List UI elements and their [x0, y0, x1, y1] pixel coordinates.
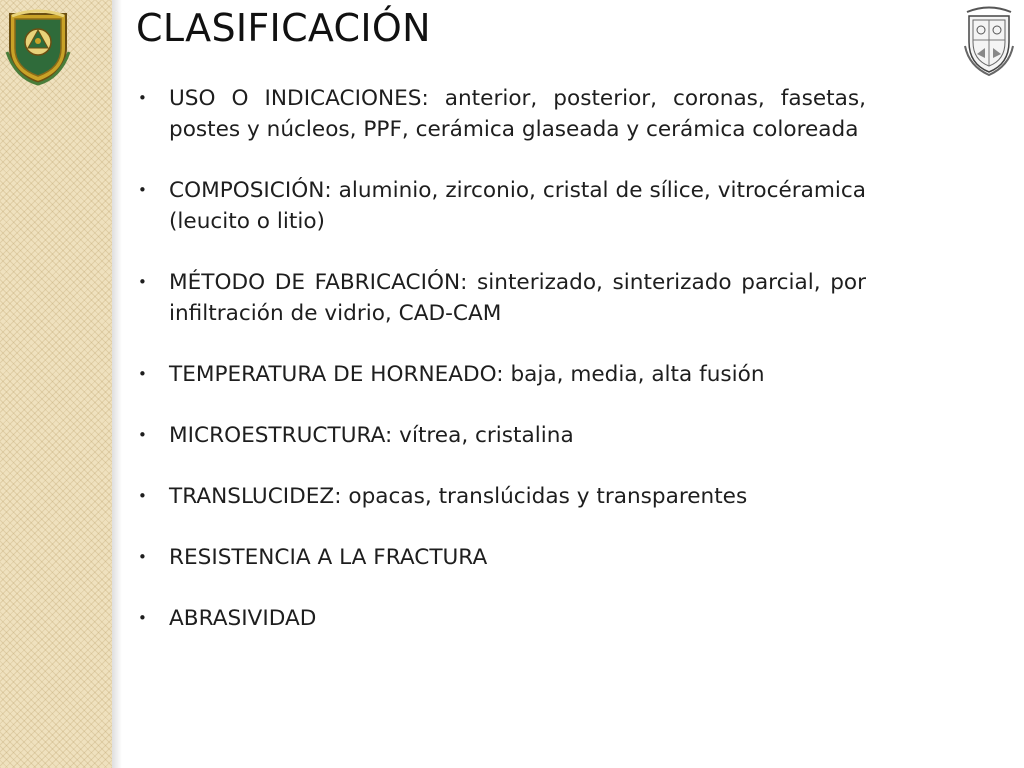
bullet-dot: • — [138, 273, 147, 291]
bullet-text: TRANSLUCIDEZ: opacas, translúcidas y transparentes — [169, 484, 748, 509]
bullet-item — [138, 83, 866, 145]
bullet-item — [138, 420, 866, 451]
bullet-text: ABRASIVIDAD — [169, 606, 317, 631]
bullet-dot: • — [138, 548, 147, 566]
bullet-text: COMPOSICIÓN: aluminio, zirconio, cristal de sílice, vitrocéramica (leucito o litio) — [169, 178, 866, 234]
bullet-item — [138, 542, 866, 573]
bullet-text: USO O INDICACIONES: anterior, posterior, coronas, fasetas, postes y núcleos, PPF, cerámica glaseada y cerámica coloreada — [169, 86, 866, 142]
bullet-dot: • — [138, 426, 147, 444]
bullet-dot: • — [138, 487, 147, 505]
bullet-item — [138, 481, 866, 512]
decorative-side-strip — [0, 0, 112, 768]
bullet-dot: • — [138, 365, 147, 383]
slide-title: CLASIFICACIÓN — [136, 6, 431, 50]
coat-of-arms-icon — [4, 8, 72, 86]
bullet-text: RESISTENCIA A LA FRACTURA — [169, 545, 488, 570]
bullet-text: MICROESTRUCTURA: vítrea, cristalina — [169, 423, 574, 448]
bullet-list — [138, 83, 866, 664]
strip-shadow — [112, 0, 122, 768]
bullet-text: TEMPERATURA DE HORNEADO: baja, media, alta fusión — [169, 362, 765, 387]
bullet-item — [138, 267, 866, 329]
bullet-dot: • — [138, 89, 147, 107]
bullet-item — [138, 359, 866, 390]
bullet-text: MÉTODO DE FABRICACIÓN: sinterizado, sinterizado parcial, por infiltración de vidrio, CAD-CAM — [169, 270, 866, 326]
bullet-item — [138, 175, 866, 237]
bullet-dot: • — [138, 609, 147, 627]
bullet-item — [138, 603, 866, 634]
coat-of-arms-icon — [961, 4, 1017, 76]
bullet-dot: • — [138, 181, 147, 199]
